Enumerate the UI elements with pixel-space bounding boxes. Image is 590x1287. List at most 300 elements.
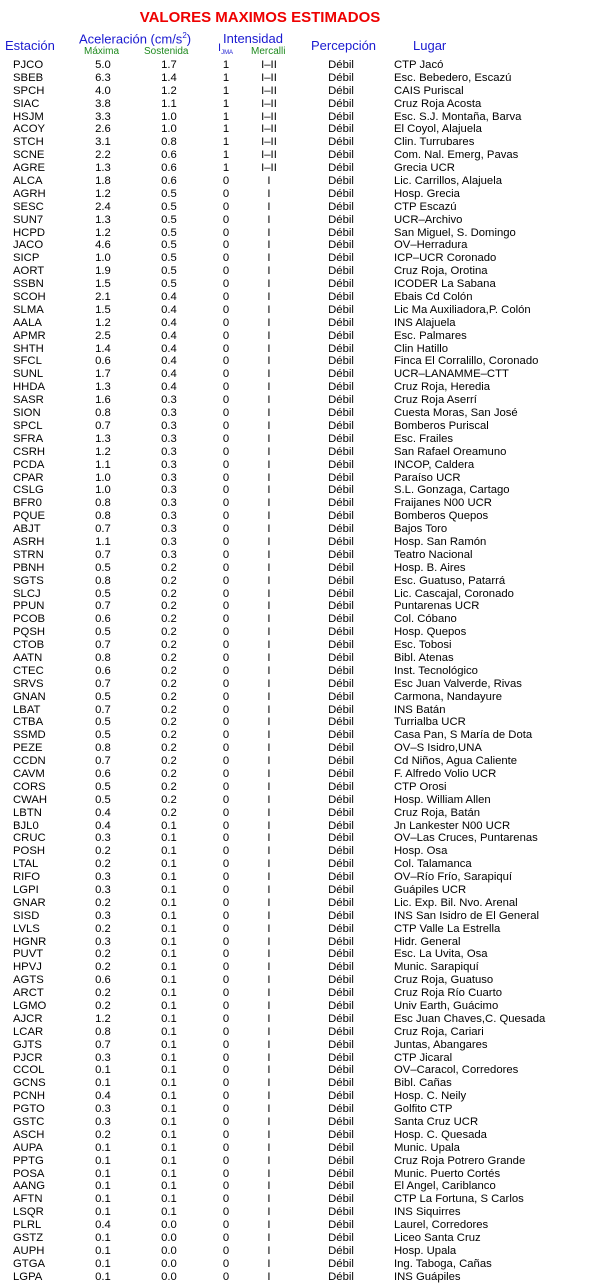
intensity-mercalli: I (267, 1270, 271, 1283)
intensity-mercalli: I (267, 1244, 271, 1257)
max-acceleration: 1.1 (95, 458, 111, 471)
station-code: PPUN (13, 600, 45, 613)
station-code: PCDA (13, 458, 45, 471)
sustained-acceleration: 0.1 (161, 1206, 177, 1219)
table-row (0, 588, 590, 601)
sustained-acceleration: 0.5 (161, 239, 177, 252)
location: Finca El Corralillo, Coronado (394, 355, 539, 368)
station-code: GNAR (13, 896, 46, 909)
intensity-jma: 0 (222, 755, 230, 768)
station-code: SPCH (13, 84, 45, 97)
intensity-mercalli: I (267, 419, 271, 432)
table-row (0, 575, 590, 588)
sustained-acceleration: 0.1 (161, 1116, 177, 1129)
sustained-acceleration: 0.1 (161, 1051, 177, 1064)
perception: Débil (328, 626, 354, 639)
table-row (0, 652, 590, 665)
table-row (0, 1090, 590, 1103)
station-code: AFTN (13, 1193, 43, 1206)
table-row (0, 265, 590, 278)
table-row (0, 536, 590, 549)
table-row (0, 123, 590, 136)
perception: Débil (328, 587, 354, 600)
perception: Débil (328, 858, 354, 871)
intensity-mercalli: I (267, 342, 271, 355)
intensity-mercalli: I–II (261, 123, 277, 136)
location: Bibl. Cañas (394, 1077, 452, 1090)
intensity-mercalli: I (267, 1064, 271, 1077)
station-code: GSTC (13, 1116, 45, 1129)
location: OV–Las Cruces, Puntarenas (394, 832, 538, 845)
intensity-mercalli: I (267, 1103, 271, 1116)
sustained-acceleration: 0.2 (161, 651, 177, 664)
intensity-mercalli: I (267, 600, 271, 613)
max-acceleration: 0.3 (95, 1116, 111, 1129)
station-code: ALCA (13, 175, 43, 188)
intensity-jma: 0 (222, 1116, 230, 1129)
max-acceleration: 0.2 (95, 1128, 111, 1141)
sustained-acceleration: 0.5 (161, 265, 177, 278)
station-code: LBTN (13, 806, 42, 819)
header-aceleracion-exponent: 2 (182, 31, 187, 40)
sustained-acceleration: 0.0 (161, 1270, 177, 1283)
intensity-mercalli: I (267, 535, 271, 548)
sustained-acceleration: 0.3 (161, 394, 177, 407)
station-code: CSRH (13, 445, 46, 458)
location: Esc Juan Chaves,C. Quesada (394, 1012, 546, 1025)
table-row (0, 794, 590, 807)
intensity-mercalli: I–II (261, 162, 277, 175)
intensity-mercalli: I (267, 651, 271, 664)
max-acceleration: 0.5 (95, 690, 111, 703)
intensity-mercalli: I–II (261, 149, 277, 162)
station-code: HGNR (13, 935, 47, 948)
sustained-acceleration: 0.4 (161, 291, 177, 304)
max-acceleration: 0.7 (95, 703, 111, 716)
location: CTP Orosi (394, 780, 447, 793)
intensity-jma: 0 (222, 664, 230, 677)
table-row (0, 781, 590, 794)
max-acceleration: 4.0 (95, 84, 111, 97)
sustained-acceleration: 0.2 (161, 767, 177, 780)
table-row (0, 214, 590, 227)
intensity-jma: 0 (222, 1128, 230, 1141)
max-acceleration: 0.1 (95, 1232, 111, 1245)
table-row (0, 304, 590, 317)
station-code: APMR (13, 329, 46, 342)
sustained-acceleration: 0.2 (161, 690, 177, 703)
sustained-acceleration: 0.2 (161, 793, 177, 806)
intensity-mercalli: I (267, 213, 271, 226)
station-code: AGRH (13, 187, 46, 200)
max-acceleration: 0.4 (95, 1090, 111, 1103)
intensity-mercalli: I (267, 884, 271, 896)
intensity-mercalli: I (267, 1000, 271, 1013)
intensity-mercalli: I (267, 664, 271, 677)
intensity-jma: 0 (222, 407, 230, 420)
intensity-jma: 0 (222, 381, 230, 394)
header-estacion: Estación (5, 38, 55, 53)
intensity-jma: 0 (222, 1244, 230, 1257)
perception: Débil (328, 1038, 354, 1051)
intensity-mercalli: I (267, 561, 271, 574)
intensity-jma: 0 (222, 1180, 230, 1193)
station-code: CRUC (13, 832, 46, 845)
perception: Débil (328, 1193, 354, 1206)
max-acceleration: 2.5 (95, 329, 111, 342)
sustained-acceleration: 0.1 (161, 1103, 177, 1116)
station-code: CSLG (13, 484, 44, 497)
perception: Débil (328, 471, 354, 484)
station-code: SION (13, 407, 41, 420)
station-code: PPTG (13, 1154, 44, 1167)
max-acceleration: 3.8 (95, 97, 111, 110)
intensity-jma: 0 (222, 626, 230, 639)
intensity-jma: 0 (222, 1193, 230, 1206)
station-code: SFRA (13, 432, 44, 445)
max-acceleration: 0.7 (95, 600, 111, 613)
perception: Débil (328, 1000, 354, 1013)
intensity-jma: 0 (222, 329, 230, 342)
location: Puntarenas UCR (394, 600, 480, 613)
location: Cruz Roja, Heredia (394, 381, 491, 394)
station-code: SUNL (13, 368, 44, 381)
location: INS Guápiles (394, 1270, 461, 1283)
max-acceleration: 1.2 (95, 445, 111, 458)
intensity-jma: 0 (222, 677, 230, 690)
intensity-jma: 0 (222, 780, 230, 793)
table-row (0, 1039, 590, 1052)
sustained-acceleration: 0.1 (161, 987, 177, 1000)
intensity-jma: 0 (222, 1141, 230, 1154)
sustained-acceleration: 0.1 (161, 1038, 177, 1051)
location: ICP–UCR Coronado (394, 252, 497, 265)
intensity-mercalli: I (267, 909, 271, 922)
max-acceleration: 0.7 (95, 755, 111, 768)
perception: Débil (328, 213, 354, 226)
table-row (0, 227, 590, 240)
sustained-acceleration: 0.1 (161, 1180, 177, 1193)
location: Esc. Guatuso, Patarrá (394, 574, 506, 587)
intensity-jma: 1 (222, 84, 230, 97)
intensity-mercalli: I (267, 626, 271, 639)
station-code: PLRL (13, 1219, 42, 1232)
location: Univ Earth, Guácimo (394, 1000, 499, 1013)
perception: Débil (328, 84, 354, 97)
perception: Débil (328, 175, 354, 188)
header-intensidad: Intensidad (223, 31, 283, 46)
sustained-acceleration: 0.1 (161, 819, 177, 832)
table-row (0, 1258, 590, 1271)
table-row (0, 678, 590, 691)
station-code: LVLS (13, 922, 40, 935)
location: Com. Nal. Emerg, Pavas (394, 149, 519, 162)
station-code: RIFO (13, 871, 40, 884)
intensity-jma: 0 (222, 355, 230, 368)
table-row (0, 897, 590, 910)
station-code: SUN7 (13, 213, 44, 226)
station-code: AORT (13, 265, 45, 278)
intensity-mercalli: I (267, 716, 271, 729)
max-acceleration: 3.1 (95, 136, 111, 149)
intensity-jma: 0 (222, 1167, 230, 1180)
station-code: PCNH (13, 1090, 46, 1103)
location: Cuesta Moras, San José (394, 407, 518, 420)
sustained-acceleration: 0.2 (161, 716, 177, 729)
perception: Débil (328, 690, 354, 703)
intensity-mercalli: I (267, 832, 271, 845)
perception: Débil (328, 187, 354, 200)
intensity-mercalli: I (267, 922, 271, 935)
max-acceleration: 0.6 (95, 664, 111, 677)
table-row (0, 755, 590, 768)
location: Liceo Santa Cruz (394, 1232, 481, 1245)
station-code: ARCT (13, 987, 44, 1000)
intensity-jma: 0 (222, 922, 230, 935)
station-code: AJCR (13, 1012, 43, 1025)
location: Munic. Puerto Cortés (394, 1167, 501, 1180)
station-code: SGTS (13, 574, 44, 587)
perception: Débil (328, 987, 354, 1000)
max-acceleration: 0.8 (95, 1025, 111, 1038)
max-acceleration: 4.6 (95, 239, 111, 252)
perception: Débil (328, 884, 354, 896)
max-acceleration: 1.3 (95, 162, 111, 175)
location: Paraíso UCR (394, 471, 461, 484)
station-code: SLCJ (13, 587, 41, 600)
intensity-mercalli: I (267, 548, 271, 561)
table-row (0, 484, 590, 497)
intensity-jma: 0 (222, 574, 230, 587)
station-code: SLMA (13, 303, 44, 316)
table-row (0, 639, 590, 652)
table-row (0, 446, 590, 459)
intensity-jma: 0 (222, 1090, 230, 1103)
station-code: GCNS (13, 1077, 46, 1090)
max-acceleration: 1.0 (95, 471, 111, 484)
intensity-mercalli: I (267, 1219, 271, 1232)
table-row (0, 407, 590, 420)
intensity-jma: 0 (222, 1270, 230, 1283)
perception: Débil (328, 1257, 354, 1270)
perception: Débil (328, 497, 354, 510)
intensity-jma: 0 (222, 497, 230, 510)
sustained-acceleration: 0.2 (161, 677, 177, 690)
station-code: PGTO (13, 1103, 45, 1116)
perception: Débil (328, 394, 354, 407)
intensity-mercalli: I–II (261, 110, 277, 123)
perception: Débil (328, 71, 354, 84)
intensity-jma: 0 (222, 175, 230, 188)
sustained-acceleration: 0.1 (161, 1154, 177, 1167)
table-row (0, 1013, 590, 1026)
location: Cruz Roja, Guatuso (394, 974, 494, 987)
perception: Débil (328, 303, 354, 316)
location: Cruz Roja, Orotina (394, 265, 488, 278)
intensity-mercalli: I (267, 1257, 271, 1270)
max-acceleration: 0.1 (95, 1180, 111, 1193)
station-code: PQUE (13, 510, 46, 523)
intensity-mercalli: I–II (261, 59, 277, 71)
table-row (0, 1245, 590, 1258)
table-row (0, 1271, 590, 1284)
perception: Débil (328, 97, 354, 110)
station-code: JACO (13, 239, 44, 252)
table-row (0, 1193, 590, 1206)
intensity-mercalli: I (267, 1154, 271, 1167)
station-code: CORS (13, 780, 46, 793)
header-aceleracion (79, 31, 191, 46)
header-jma: JMA (221, 50, 234, 57)
max-acceleration: 0.1 (95, 1141, 111, 1154)
location: Esc. La Uvita, Osa (394, 948, 488, 961)
perception: Débil (328, 1051, 354, 1064)
station-code: SCOH (13, 291, 46, 304)
table-row (0, 433, 590, 446)
station-code: SBEB (13, 71, 44, 84)
station-code: POSA (13, 1167, 45, 1180)
sustained-acceleration: 0.1 (161, 1000, 177, 1013)
perception: Débil (328, 832, 354, 845)
perception: Débil (328, 729, 354, 742)
table-row (0, 1103, 590, 1116)
location: Bibl. Atenas (394, 651, 454, 664)
location: Lic. Carrillos, Alajuela (394, 175, 502, 188)
sustained-acceleration: 0.2 (161, 613, 177, 626)
perception: Débil (328, 432, 354, 445)
perception: Débil (328, 613, 354, 626)
intensity-mercalli: I (267, 806, 271, 819)
max-acceleration: 0.2 (95, 896, 111, 909)
intensity-jma: 1 (222, 59, 230, 71)
max-acceleration: 0.3 (95, 935, 111, 948)
perception: Débil (328, 239, 354, 252)
location: Cruz Roja Acosta (394, 97, 482, 110)
perception: Débil (328, 1244, 354, 1257)
intensity-jma: 0 (222, 935, 230, 948)
station-code: GJTS (13, 1038, 42, 1051)
intensity-mercalli: I (267, 1077, 271, 1090)
intensity-jma: 0 (222, 1219, 230, 1232)
intensity-mercalli: I (267, 200, 271, 213)
perception: Débil (328, 1064, 354, 1077)
station-code: AALA (13, 316, 42, 329)
header-sostenida: Sostenida (144, 46, 189, 57)
max-acceleration: 0.4 (95, 1219, 111, 1232)
location: Esc. Frailes (394, 432, 454, 445)
intensity-jma: 0 (222, 561, 230, 574)
table-row (0, 858, 590, 871)
location: Carmona, Nandayure (394, 690, 503, 703)
table-row (0, 472, 590, 485)
intensity-jma: 0 (222, 316, 230, 329)
perception: Débil (328, 407, 354, 420)
location: Laurel, Corredores (394, 1219, 489, 1232)
table-row (0, 1116, 590, 1129)
intensity-jma: 0 (222, 1000, 230, 1013)
intensity-jma: 0 (222, 342, 230, 355)
max-acceleration: 1.3 (95, 381, 111, 394)
perception: Débil (328, 368, 354, 381)
table-row (0, 343, 590, 356)
intensity-jma: 1 (222, 123, 230, 136)
sustained-acceleration: 0.1 (161, 1012, 177, 1025)
sustained-acceleration: 0.3 (161, 458, 177, 471)
intensity-mercalli: I (267, 742, 271, 755)
location: ICODER La Sabana (394, 278, 496, 291)
sustained-acceleration: 0.6 (161, 175, 177, 188)
max-acceleration: 0.2 (95, 987, 111, 1000)
station-code: ASRH (13, 535, 45, 548)
perception: Débil (328, 510, 354, 523)
perception: Débil (328, 200, 354, 213)
sustained-acceleration: 0.6 (161, 149, 177, 162)
sustained-acceleration: 0.1 (161, 1064, 177, 1077)
header-percepcion: Percepción (311, 38, 377, 53)
perception: Débil (328, 342, 354, 355)
perception: Débil (328, 935, 354, 948)
location: UCR–LANAMME–CTT (394, 368, 509, 381)
sustained-acceleration: 0.1 (161, 1193, 177, 1206)
intensity-mercalli: I (267, 793, 271, 806)
stations-table (0, 59, 590, 1284)
station-code: SIAC (13, 97, 40, 110)
intensity-jma: 0 (222, 974, 230, 987)
table-row (0, 600, 590, 613)
location: UCR–Archivo (394, 213, 463, 226)
sustained-acceleration: 0.1 (161, 909, 177, 922)
intensity-jma: 0 (222, 535, 230, 548)
perception: Débil (328, 793, 354, 806)
table-row (0, 1077, 590, 1090)
perception: Débil (328, 278, 354, 291)
location: S.L. Gonzaga, Cartago (394, 484, 510, 497)
max-acceleration: 0.7 (95, 419, 111, 432)
max-acceleration: 0.1 (95, 1193, 111, 1206)
perception: Débil (328, 961, 354, 974)
intensity-jma: 0 (222, 458, 230, 471)
max-acceleration: 0.1 (95, 1257, 111, 1270)
table-row (0, 1064, 590, 1077)
intensity-mercalli: I (267, 1141, 271, 1154)
header-i: I (218, 42, 222, 54)
perception: Débil (328, 1025, 354, 1038)
max-acceleration: 0.3 (95, 871, 111, 884)
location: OV–Herradura (394, 239, 468, 252)
perception: Débil (328, 1012, 354, 1025)
max-acceleration: 0.1 (95, 1167, 111, 1180)
location: INS Alajuela (394, 316, 456, 329)
table-row (0, 162, 590, 175)
perception: Débil (328, 252, 354, 265)
intensity-mercalli: I (267, 677, 271, 690)
location: El Coyol, Alajuela (394, 123, 482, 136)
max-acceleration: 0.1 (95, 1206, 111, 1219)
max-acceleration: 0.2 (95, 1000, 111, 1013)
location: Guápiles UCR (394, 884, 467, 896)
intensity-jma: 0 (222, 1012, 230, 1025)
location: Inst. Tecnológico (394, 664, 478, 677)
intensity-mercalli: I (267, 845, 271, 858)
location: Bomberos Quepos (394, 510, 489, 523)
max-acceleration: 0.1 (95, 1064, 111, 1077)
intensity-jma: 0 (222, 806, 230, 819)
table-row (0, 175, 590, 188)
perception: Débil (328, 226, 354, 239)
station-code: CCDN (13, 755, 46, 768)
location: Cruz Roja, Cariari (394, 1025, 484, 1038)
location: Cd Niños, Agua Caliente (394, 755, 518, 768)
